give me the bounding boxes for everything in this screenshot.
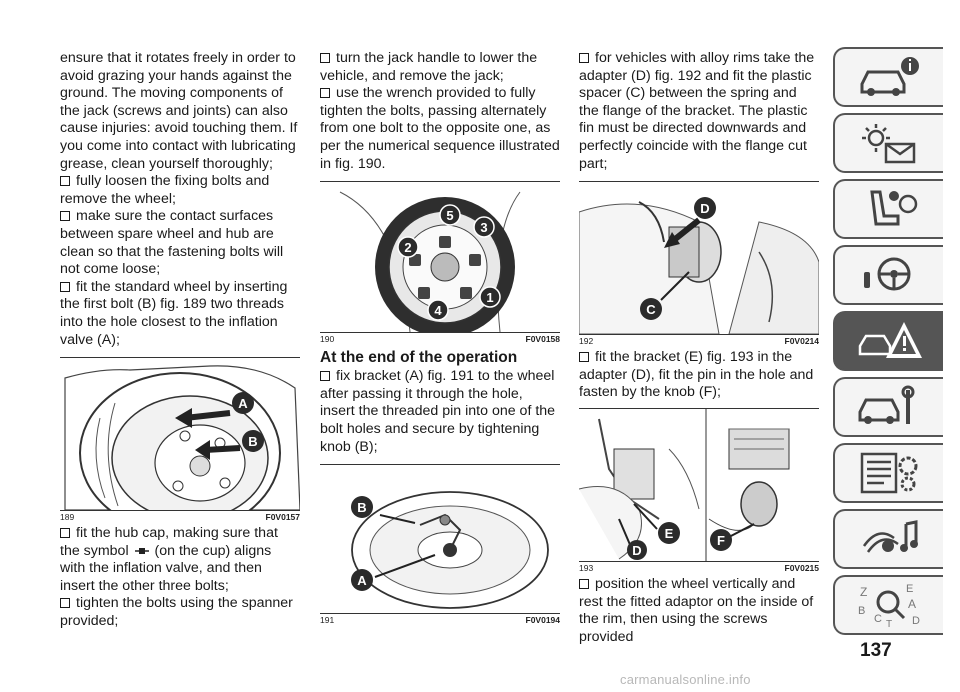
- label-f: F: [717, 532, 725, 548]
- figure-caption-190: [320, 333, 560, 347]
- bullet-clean-surfaces: make sure the contact surfaces between spare wheel and hub are clean so that the fastening bolts will not come loose;: [60, 208, 284, 278]
- label-b: B: [248, 434, 258, 450]
- bolt-label-5: 5: [446, 208, 454, 224]
- tab-multimedia[interactable]: [833, 509, 943, 569]
- technical-data-icon: [854, 450, 924, 496]
- figure-code: F0V0215: [784, 562, 819, 573]
- bullet-box-icon: [320, 371, 330, 381]
- watermark: carmanualsonline.info: [620, 672, 751, 687]
- figure-number: 189: [60, 512, 75, 523]
- figure-192: [579, 181, 819, 335]
- bullet-box-icon: [579, 352, 589, 362]
- warning-lights-mail-icon: [854, 120, 924, 166]
- label-d: D: [700, 201, 710, 217]
- bullet-position-wheel: position the wheel vertically and rest the fitted adaptor on the inside of the rim, then using the screws provided: [579, 575, 814, 645]
- bullet-fit-hubcap: fit the hub cap, making sure that the symbol (on the cup) aligns with the inflation valve, and then insert the other three bolts;: [60, 525, 278, 594]
- bolt-label-1: 1: [486, 290, 494, 306]
- figure-190: [320, 181, 560, 333]
- car-maintenance-icon: [854, 384, 924, 430]
- figure-number: 191: [320, 615, 335, 626]
- bullet-lower-vehicle: turn the jack handle to lower the vehicle, and remove the jack;: [320, 50, 538, 84]
- bullet-box-icon: [579, 53, 589, 63]
- svg-text:B: B: [858, 605, 866, 617]
- tab-maintenance[interactable]: [833, 377, 943, 437]
- index-az-icon: [854, 582, 924, 628]
- figure-code: F0V0194: [525, 615, 560, 626]
- figure-189: [60, 357, 300, 511]
- label-e: E: [664, 525, 674, 541]
- column-2: [320, 50, 560, 628]
- seat-airbag-icon: [854, 186, 924, 232]
- figure-number: 190: [320, 334, 335, 345]
- label-b: B: [357, 500, 367, 516]
- steering-wheel-key-icon: [854, 252, 924, 298]
- bullet-fix-bracket: fix bracket (A) fig. 191 to the wheel after passing it through the hole, insert the threaded pin into one of the bolt holes and secure by tightening knob (B);: [320, 368, 556, 455]
- bolt-sequence-illustration: [320, 182, 560, 332]
- column-3: [579, 50, 819, 646]
- label-d2: D: [632, 542, 642, 558]
- figure-code: F0V0158: [525, 334, 560, 345]
- car-info-icon: [854, 54, 924, 100]
- svg-text:C: C: [874, 613, 882, 625]
- bullet-alloy-adapter: for vehicles with alloy rims take the adapter (D) fig. 192 and fit the plastic spacer (C) between the spring and the flange of the bracket. The plastic fin must be directed downwards and perfectly coincide with the flange cut part;: [579, 50, 815, 172]
- bullet-box-icon: [60, 528, 70, 538]
- figure-caption-191: [320, 614, 560, 628]
- adapter-spacer-illustration: [579, 182, 819, 334]
- page-number: 137: [860, 640, 892, 661]
- svg-text:T: T: [886, 619, 893, 628]
- figure-191: [320, 464, 560, 614]
- tab-car-info[interactable]: [833, 47, 943, 107]
- bolt-label-4: 4: [434, 303, 442, 319]
- figure-caption-193: [579, 562, 819, 576]
- paragraph-jack-safety: ensure that it rotates freely in order to avoid grazing your hands against the ground. The moving components of the jack (screws and joints) can also cause injuries: avoid touching them. If you come into contact with lubricating grease, clean yourself thoroughly;: [60, 50, 298, 172]
- bullet-wrench-sequence: use the wrench provided to fully tighten the bolts, passing alternately from one bolt to the opposite one, as per the numerical sequence illustrated in fig. 190.: [320, 85, 560, 172]
- tab-technical-data[interactable]: [833, 443, 943, 503]
- figure-code: F0V0157: [265, 512, 300, 523]
- bolt-label-2: 2: [404, 240, 412, 256]
- bullet-fit-wheel: fit the standard wheel by inserting the first bolt (B) fig. 189 two threads into the hole closest to the inflation valve (A);: [60, 278, 288, 348]
- figure-number: 193: [579, 562, 594, 573]
- label-a: A: [238, 396, 248, 412]
- figure-code: F0V0214: [784, 336, 819, 347]
- figure-193: [579, 408, 819, 562]
- bullet-tighten-bolts: tighten the bolts using the spanner provided;: [60, 595, 293, 630]
- column-1: [60, 50, 300, 631]
- bullet-box-icon: [320, 53, 330, 63]
- bolt-label-3: 3: [480, 220, 488, 236]
- bullet-fit-bracket-adapter: fit the bracket (E) fig. 193 in the adapter (D), fit the pin in the hole and fasten by the knob (F);: [579, 349, 814, 401]
- tab-emergency[interactable]: [833, 311, 943, 371]
- bullet-box-icon: [579, 579, 589, 589]
- bracket-knob-illustration: [579, 409, 819, 561]
- bullet-remove-wheel: fully loosen the fixing bolts and remove the wheel;: [60, 173, 270, 207]
- tab-safety[interactable]: [833, 179, 943, 239]
- svg-text:E: E: [906, 583, 914, 595]
- bullet-box-icon: [60, 282, 70, 292]
- bracket-rim-illustration: [320, 465, 560, 613]
- tab-warning-lights[interactable]: [833, 113, 943, 173]
- figure-caption-189: [60, 511, 300, 525]
- multimedia-icon: [854, 516, 924, 562]
- bullet-box-icon: [60, 598, 70, 608]
- bullet-box-icon: [320, 88, 330, 98]
- svg-text:D: D: [912, 615, 920, 627]
- chapter-tabs: [833, 47, 943, 641]
- tab-index[interactable]: [833, 575, 943, 635]
- bullet-box-icon: [60, 211, 70, 221]
- bullet-box-icon: [60, 176, 70, 186]
- section-heading: At the end of the operation: [320, 349, 518, 367]
- valve-symbol-icon: [135, 546, 149, 556]
- emergency-triangle-icon: [854, 318, 924, 364]
- label-c: C: [646, 302, 656, 318]
- figure-caption-192: [579, 335, 819, 349]
- label-a: A: [357, 573, 367, 589]
- tab-starting-driving[interactable]: [833, 245, 943, 305]
- svg-text:Z: Z: [860, 585, 868, 599]
- svg-text:A: A: [908, 597, 917, 611]
- figure-number: 192: [579, 336, 594, 347]
- wheel-bolt-illustration: [60, 358, 300, 510]
